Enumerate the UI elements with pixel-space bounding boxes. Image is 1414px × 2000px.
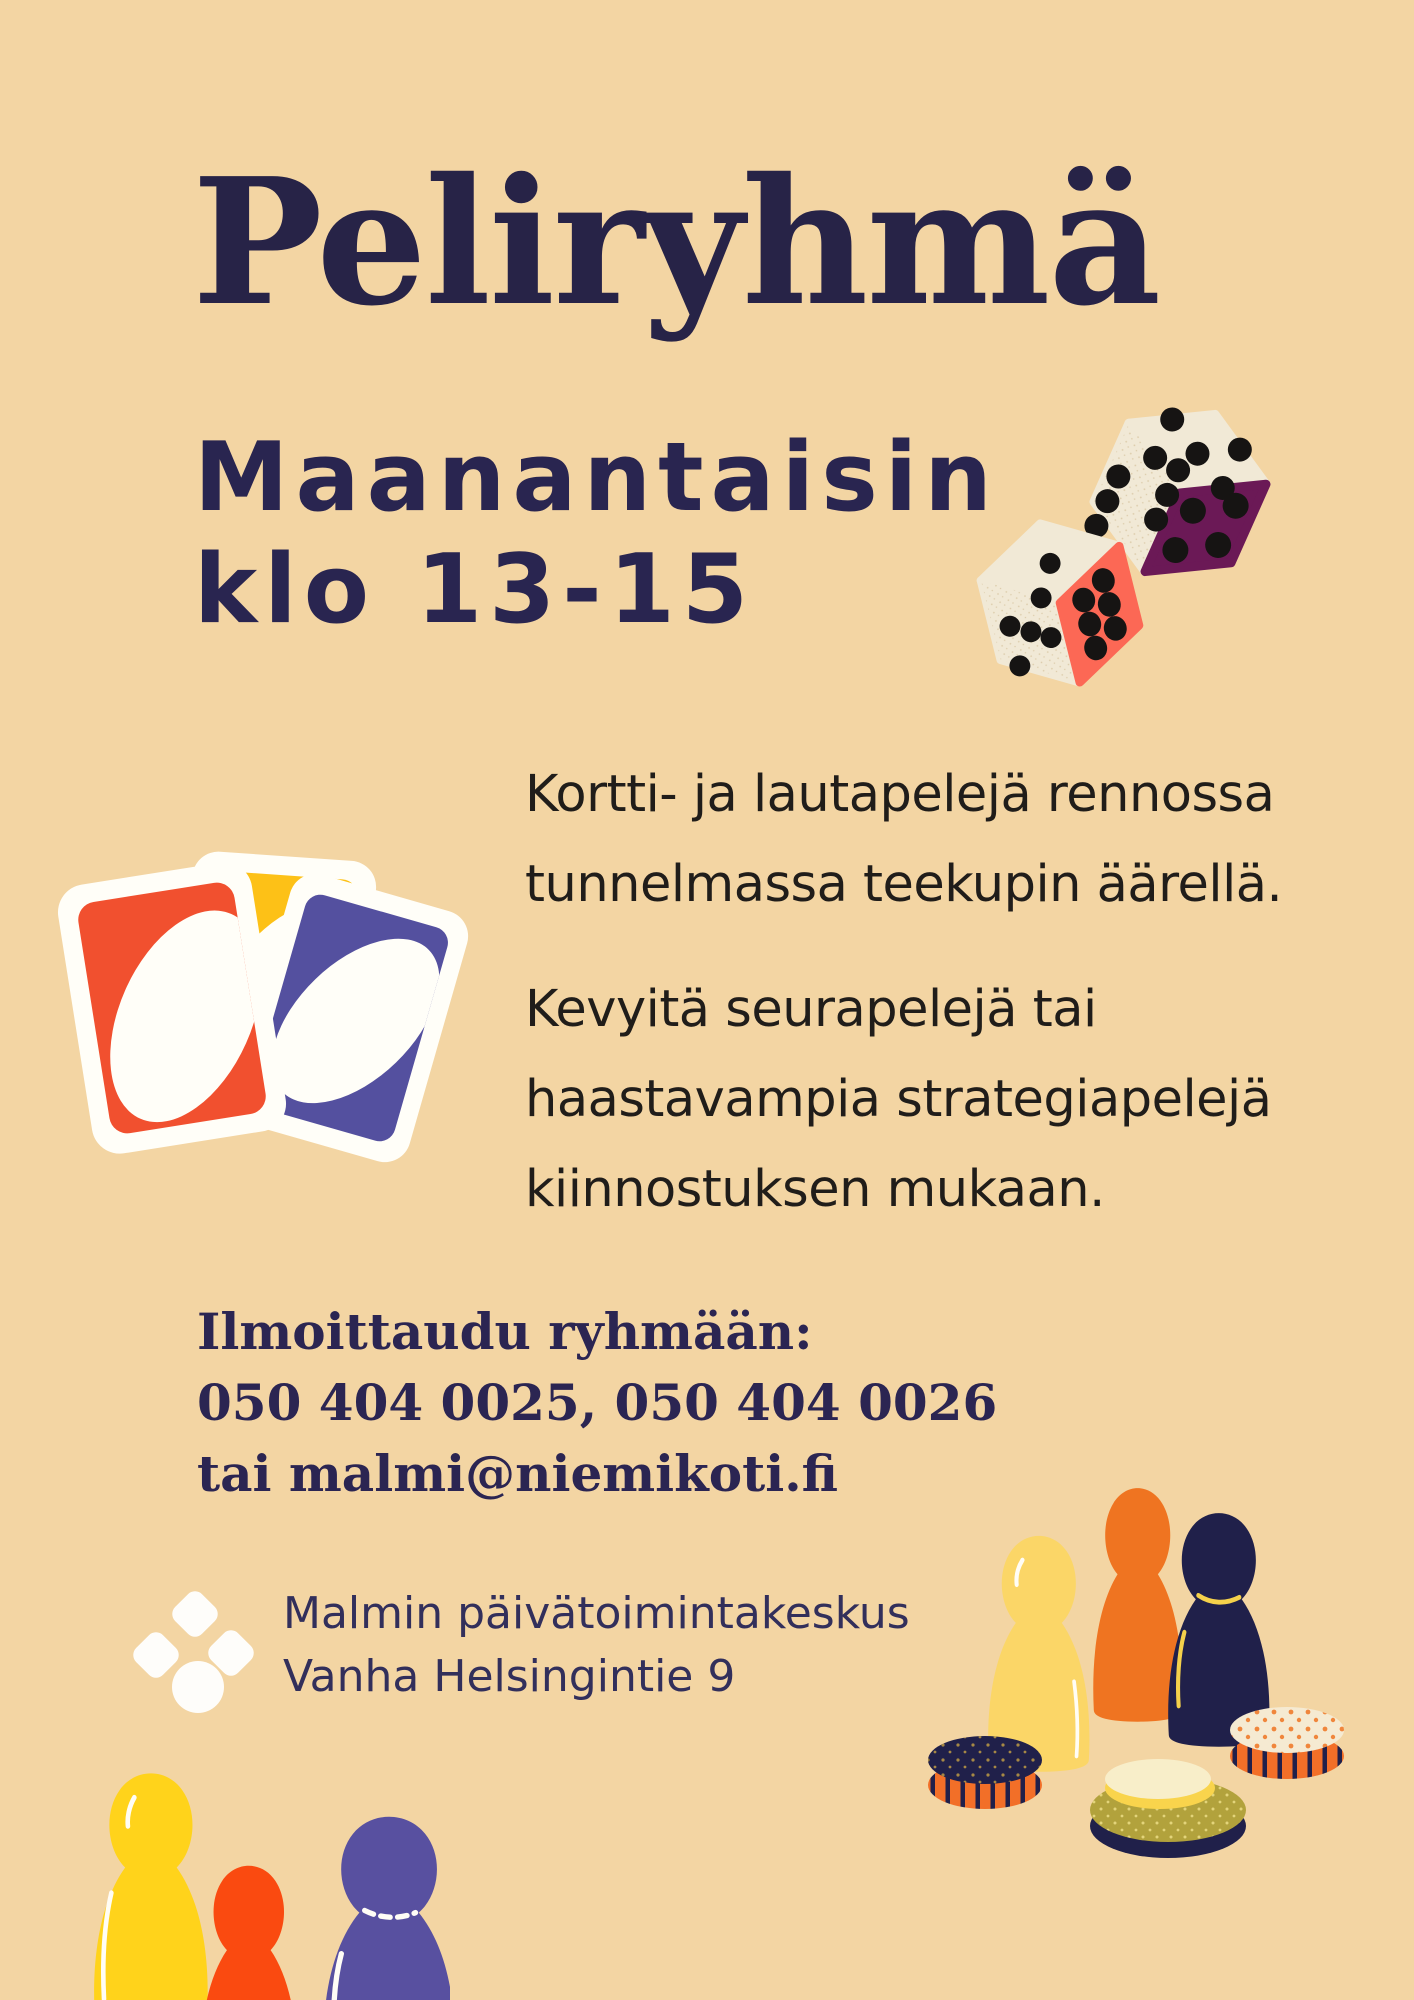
description-line: Kortti- ja lautapelejä rennossa <box>525 765 1275 824</box>
checker-navy <box>928 1736 1042 1809</box>
pawn-yellow-left <box>94 1773 208 2000</box>
game-pawns-icon <box>30 1760 450 2000</box>
uno-cards-icon <box>40 780 470 1225</box>
signup-block <box>197 1296 997 1509</box>
description-paragraph-1 <box>525 750 1282 930</box>
footer-block <box>283 1582 910 1708</box>
signup-phones: 050 404 0025, 050 404 0026 <box>197 1373 998 1432</box>
dice-icon <box>975 385 1295 695</box>
footer-address: Vanha Helsingintie 9 <box>283 1651 736 1702</box>
description-line: tunnelmassa teekupin äärellä. <box>525 855 1283 914</box>
description-line: Kevyitä seurapelejä tai <box>525 980 1097 1039</box>
signup-heading: Ilmoittaudu ryhmään: <box>197 1302 813 1361</box>
signup-email: tai malmi@niemikoti.fi <box>197 1444 838 1503</box>
pawn-purple-left <box>324 1817 450 2000</box>
schedule-time: klo 13-15 <box>194 535 755 645</box>
pawn-orange <box>1093 1488 1182 1722</box>
checker-stack <box>1090 1759 1246 1858</box>
pawn-red-left <box>201 1866 297 2000</box>
description-line: haastavampia strategiapelejä <box>525 1070 1272 1129</box>
schedule-block <box>194 422 999 646</box>
diamond-cluster-logo-icon <box>128 1588 260 1714</box>
description-line: kiinnostuksen mukaan. <box>525 1160 1105 1219</box>
footer-organization: Malmin päivätoimintakeskus <box>283 1588 910 1639</box>
poster-title: Peliryhmä <box>192 141 1160 345</box>
description-paragraph-2 <box>525 965 1271 1235</box>
schedule-day: Maanantaisin <box>194 423 999 533</box>
checker-cream <box>1230 1707 1344 1779</box>
pawn-yellow <box>988 1536 1089 1772</box>
game-pawns-and-checkers-icon <box>895 1470 1365 1870</box>
